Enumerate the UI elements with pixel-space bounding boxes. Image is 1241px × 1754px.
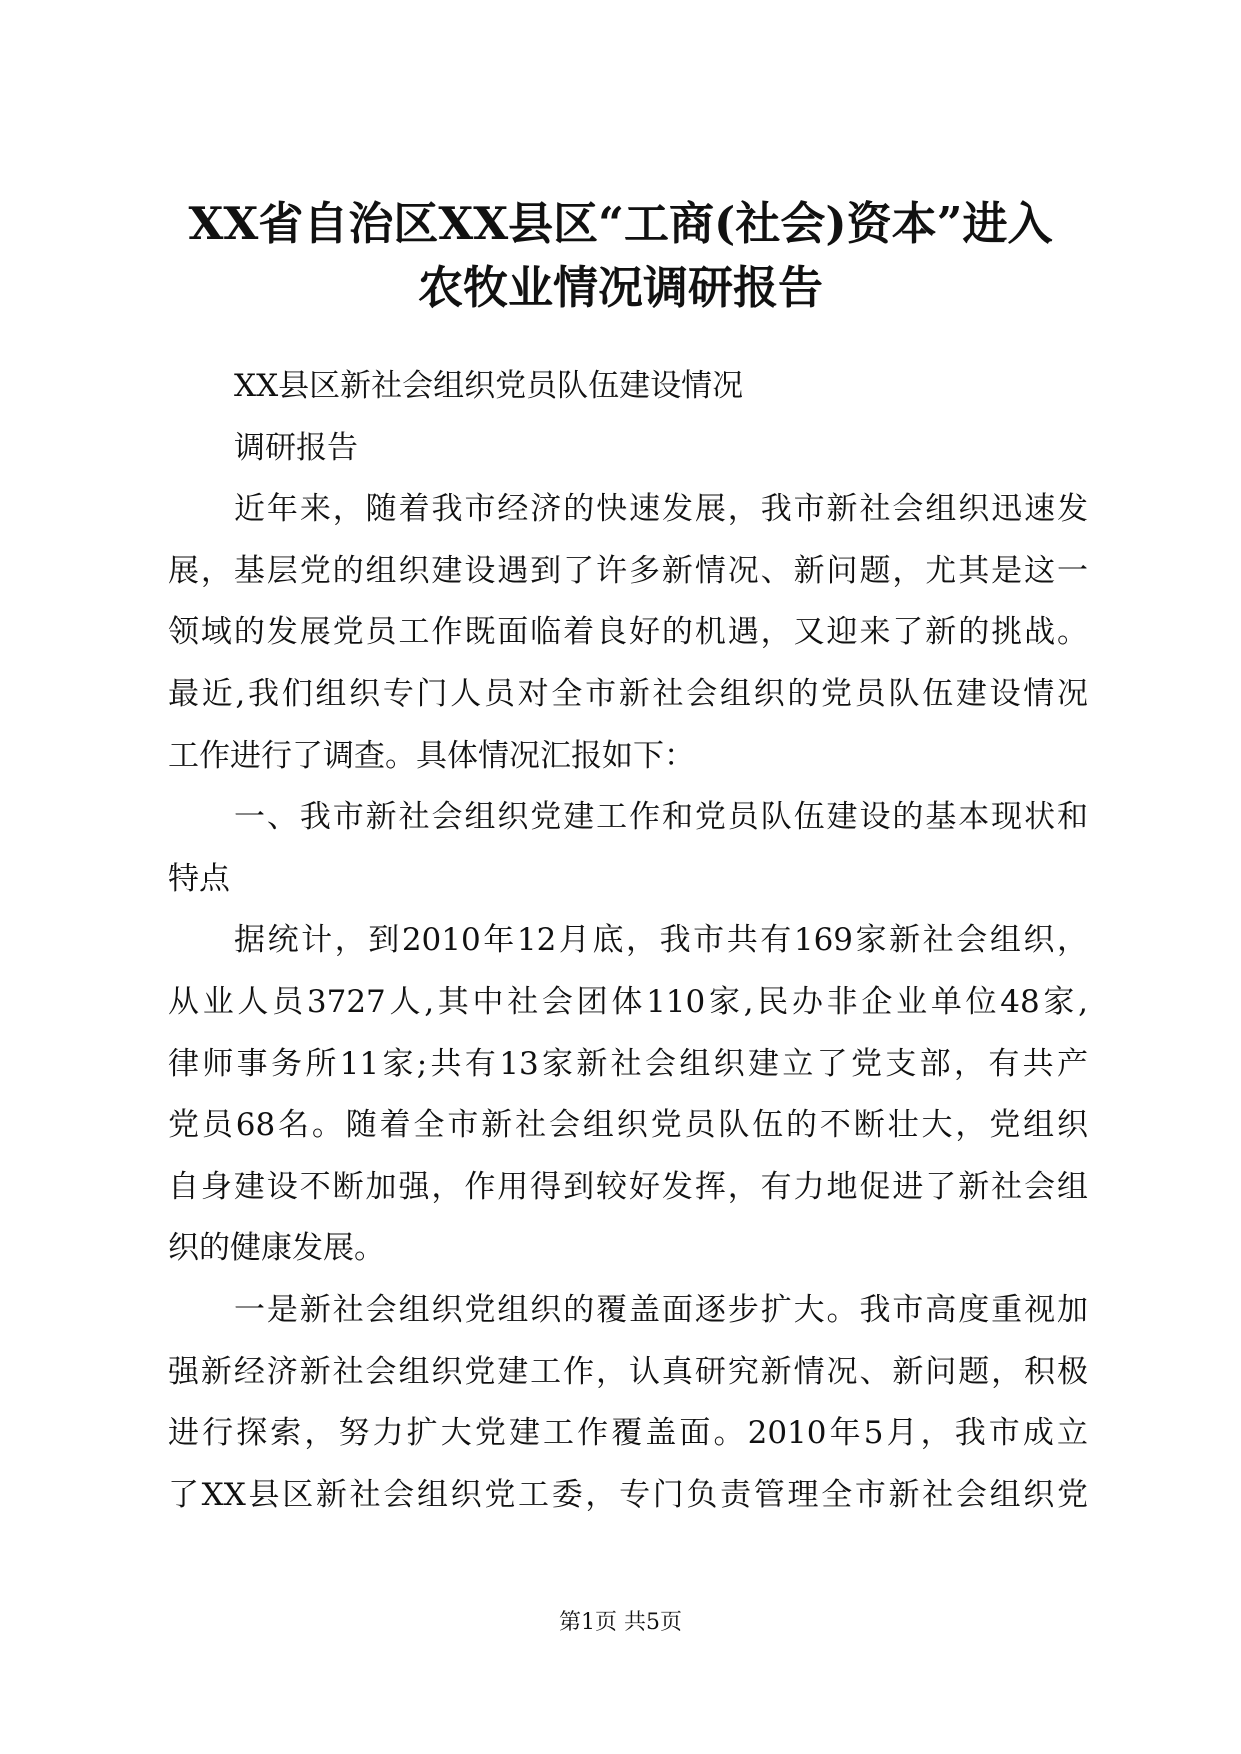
paragraph-line: 一是新社会组织党组织的覆盖面逐步扩大。我市高度重视加 — [234, 1291, 1088, 1328]
title-line-1: XX省自治区XX县区“工商(社会)资本”进入 — [188, 197, 1053, 250]
paragraph-line: 近年来，随着我市经济的快速发展，我市新社会组织迅速发 — [234, 491, 1088, 528]
section-heading-line: 特点 — [168, 860, 230, 897]
paragraph-line: 展，基层党的组织建设遇到了许多新情况、新问题，尤其是这一 — [168, 552, 1088, 589]
document-body — [168, 356, 1088, 1526]
paragraph-line: 自身建设不断加强，作用得到较好发挥，有力地促进了新社会组 — [168, 1168, 1088, 1205]
paragraph-line: 党员68名。随着全市新社会组织党员队伍的不断壮大，党组织 — [168, 1107, 1088, 1144]
paragraph-line: 据统计，到2010年12月底，我市共有169家新社会组织， — [234, 922, 1088, 959]
section-heading-line: 一、我市新社会组织党建工作和党员队伍建设的基本现状和 — [234, 799, 1088, 836]
page-number-footer: 第1页 共5页 — [559, 1610, 682, 1635]
paragraph-line: 了XX县区新社会组织党工委，专门负责管理全市新社会组织党 — [168, 1476, 1088, 1513]
paragraph-line: 从业人员3727人,其中社会团体110家,民办非企业单位48家, — [168, 983, 1088, 1020]
paragraph-line: 织的健康发展。 — [168, 1230, 385, 1267]
paragraph-line: 工作进行了调查。具体情况汇报如下： — [168, 737, 695, 774]
title-line-2: 农牧业情况调研报告 — [417, 261, 823, 314]
paragraph-line: 律师事务所11家;共有13家新社会组织建立了党支部，有共产 — [168, 1045, 1088, 1082]
subtitle-line: 调研报告 — [234, 429, 358, 466]
paragraph-line: 领域的发展党员工作既面临着良好的机遇，又迎来了新的挑战。 — [168, 614, 1088, 651]
paragraph-line: 最近,我们组织专门人员对全市新社会组织的党员队伍建设情况 — [168, 675, 1088, 712]
document-title — [150, 192, 1091, 320]
paragraph-line: 进行探索，努力扩大党建工作覆盖面。2010年5月，我市成立 — [168, 1415, 1088, 1452]
paragraph-line: 强新经济新社会组织党建工作，认真研究新情况、新问题，积极 — [168, 1353, 1088, 1390]
subtitle-line: XX县区新社会组织党员队伍建设情况 — [234, 368, 744, 404]
